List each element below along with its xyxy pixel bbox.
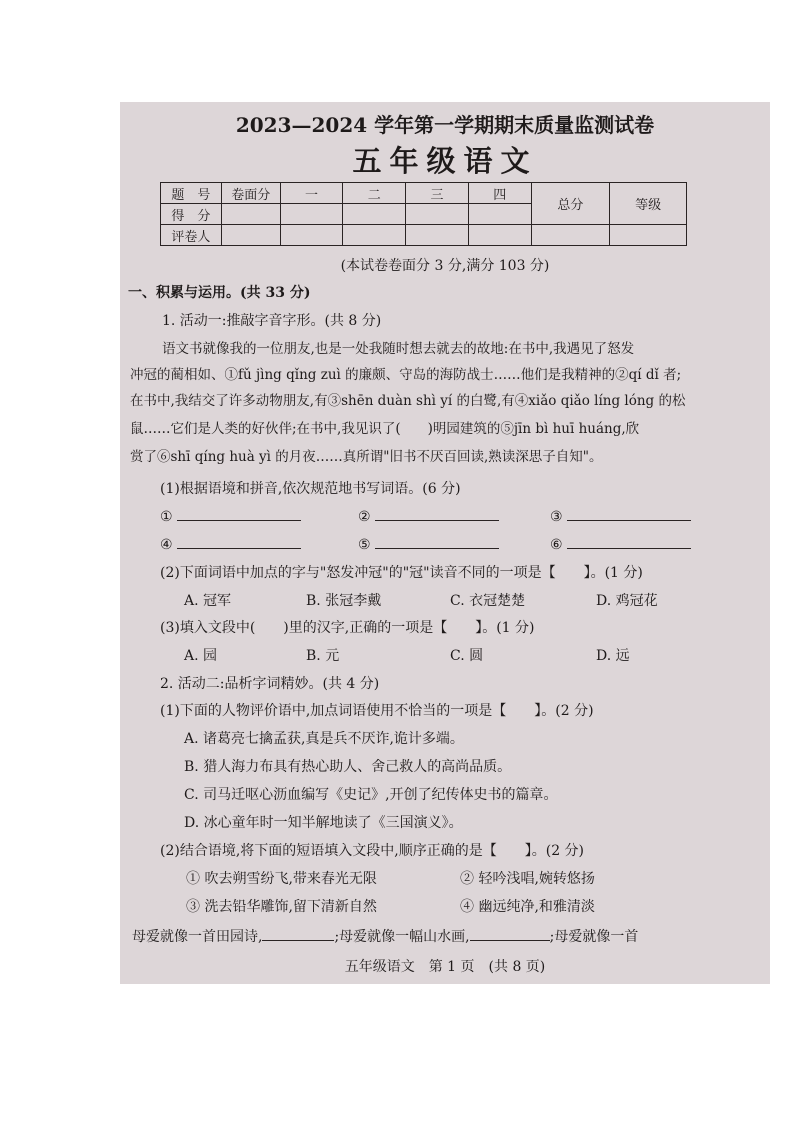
score-table xyxy=(160,182,687,246)
choice-option[interactable]: C. 司马迁呕心沥血编写《史记》,开创了纪传体史书的篇章。 xyxy=(184,787,558,803)
score-cell xyxy=(531,225,610,246)
choice-option[interactable]: D. 远 xyxy=(596,648,630,664)
fill-in-text: ;母爱就像一首 xyxy=(549,929,639,945)
score-cell xyxy=(221,204,280,225)
passage-line: 赏了⑥shī qíng huà yì 的月夜……真所谓"旧书不厌百回读,熟读深思子自知"。 xyxy=(130,449,603,465)
answer-blank[interactable] xyxy=(470,928,550,941)
answer-blank[interactable] xyxy=(550,536,691,554)
score-cell xyxy=(221,225,280,246)
choice-option[interactable]: D. 鸡冠花 xyxy=(596,593,658,609)
score-header-cell: 题 号 xyxy=(161,183,222,204)
passage-line: 冲冠的蔺相如、①fǔ jìng qǐng zuì 的廉颇、守岛的海防战士……他们是我精神的②qí dǐ 者; xyxy=(130,367,682,383)
score-table-header-row xyxy=(161,183,687,204)
subject-title: 五年级语文 xyxy=(352,144,538,178)
choice-option[interactable]: B. 元 xyxy=(306,648,340,664)
blank-number: ② xyxy=(358,509,371,525)
answer-blank[interactable] xyxy=(550,508,691,526)
score-header-cell: 三 xyxy=(406,183,469,204)
phrase-item: ④ 幽远纯净,和雅清淡 xyxy=(460,899,595,915)
exam-paper xyxy=(120,102,770,984)
blank-number: ⑤ xyxy=(358,537,371,553)
choice-option[interactable]: B. 猎人海力布具有热心助人、舍己救人的高尚品质。 xyxy=(184,759,512,775)
score-row-label: 评卷人 xyxy=(161,225,222,246)
choice-option[interactable]: A. 冠军 xyxy=(184,593,232,609)
question-text: (3)填入文段中( )里的汉字,正确的一项是【 】。(1 分) xyxy=(160,620,535,636)
score-cell xyxy=(343,204,406,225)
blank-number: ④ xyxy=(160,537,173,553)
score-header-cell: 总分 xyxy=(531,183,610,225)
fill-in-text: ;母爱就像一幅山水画, xyxy=(334,929,470,945)
choice-option[interactable]: B. 张冠李戴 xyxy=(306,593,382,609)
score-cell xyxy=(280,225,343,246)
question-text: (2)结合语境,将下面的短语填入文段中,顺序正确的是【 】。(2 分) xyxy=(160,843,585,859)
score-header-cell: 一 xyxy=(280,183,343,204)
answer-blank[interactable] xyxy=(262,928,334,941)
phrase-item: ① 吹去朔雪纷飞,带来春光无限 xyxy=(186,871,377,887)
choice-option[interactable]: A. 园 xyxy=(184,648,218,664)
phrase-item: ③ 洗去铅华雕饰,留下清新自然 xyxy=(186,899,377,915)
passage-line: 语文书就像我的一位朋友,也是一处我随时想去就去的故地:在书中,我遇见了怒发 xyxy=(162,341,635,357)
answer-blank[interactable] xyxy=(160,508,301,526)
question-text: (1)下面的人物评价语中,加点词语使用不恰当的一项是【 】。(2 分) xyxy=(160,703,594,719)
score-header-cell: 卷面分 xyxy=(221,183,280,204)
score-cell xyxy=(468,204,531,225)
blank-number: ⑥ xyxy=(550,537,563,553)
answer-blank[interactable] xyxy=(358,536,499,554)
exam-title: 2023—2024 学年第一学期期末质量监测试卷 xyxy=(235,113,655,137)
blank-number: ③ xyxy=(550,509,563,525)
activity-heading: 1. 活动一:推敲字音字形。(共 8 分) xyxy=(162,313,382,329)
score-cell xyxy=(343,225,406,246)
passage-line: 在书中,我结交了许多动物朋友,有③shēn duàn shì yí 的白鹭,有④xiǎo qiǎo líng lóng 的松 xyxy=(130,393,686,409)
answer-blank[interactable] xyxy=(160,536,301,554)
score-cell xyxy=(610,225,687,246)
choice-option[interactable]: A. 诸葛亮七擒孟获,真是兵不厌诈,诡计多端。 xyxy=(184,731,464,747)
section-heading: 一、积累与运用。(共 33 分) xyxy=(128,285,311,301)
choice-option[interactable]: C. 圆 xyxy=(450,648,484,664)
score-cell xyxy=(468,225,531,246)
question-text: (2)下面词语中加点的字与"怒发冲冠"的"冠"读音不同的一项是【 】。(1 分) xyxy=(160,565,643,581)
score-header-cell: 等级 xyxy=(610,183,687,225)
score-header-cell: 二 xyxy=(343,183,406,204)
score-cell xyxy=(406,204,469,225)
score-table-row xyxy=(161,225,687,246)
score-header-cell: 四 xyxy=(468,183,531,204)
activity-heading: 2. 活动二:品析字词精妙。(共 4 分) xyxy=(160,676,380,692)
question-text: (1)根据语境和拼音,依次规范地书写词语。(6 分) xyxy=(160,481,461,497)
score-row-label: 得 分 xyxy=(161,204,222,225)
page-footer: 五年级语文 第 1 页 (共 8 页) xyxy=(344,959,546,975)
score-cell xyxy=(280,204,343,225)
answer-blank[interactable] xyxy=(358,508,499,526)
fill-in-text: 母爱就像一首田园诗, xyxy=(132,929,263,945)
phrase-item: ② 轻吟浅唱,婉转悠扬 xyxy=(460,871,595,887)
score-cell xyxy=(406,225,469,246)
blank-number: ① xyxy=(160,509,173,525)
choice-option[interactable]: D. 冰心童年时一知半解地读了《三国演义》。 xyxy=(184,815,463,831)
fill-in-line xyxy=(120,928,770,946)
exam-note: (本试卷卷面分 3 分,满分 103 分) xyxy=(340,258,550,274)
choice-option[interactable]: C. 衣冠楚楚 xyxy=(450,593,526,609)
passage-line: 鼠……它们是人类的好伙伴;在书中,我见识了( )明园建筑的⑤jīn bì huī huáng,欣 xyxy=(130,421,640,437)
